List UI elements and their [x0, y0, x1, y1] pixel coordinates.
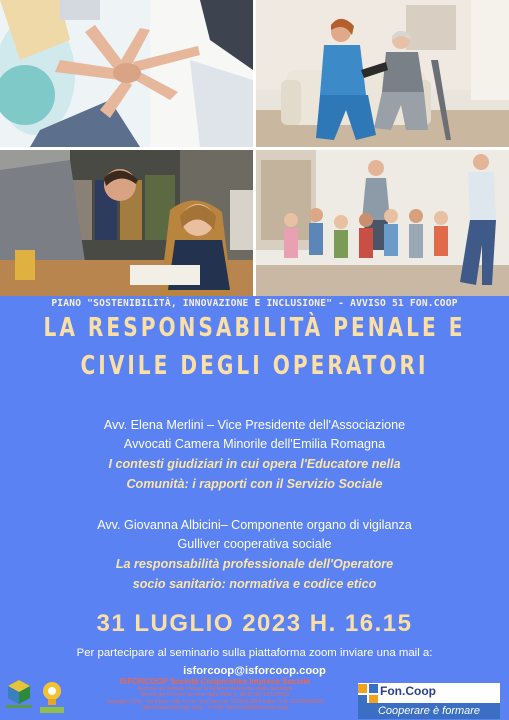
teacher-student-photo	[0, 150, 253, 296]
event-date: 31 LUGLIO 2023 H. 16.15	[96, 610, 413, 637]
speaker2-line2: Gulliver cooperativa sociale	[177, 537, 332, 551]
event-title-line2: CIVILE DEGLI OPERATORI	[80, 351, 429, 381]
footer	[0, 676, 509, 720]
foncoop-logo	[358, 683, 500, 719]
org-name: ISFORCOOP Società Cooperativa Impresa Sociale	[119, 677, 311, 686]
program-heading: PIANO "SOSTENIBILITÀ, INNOVAZIONE E INCLUSIONE" - AVVISO 51 FON.COOP	[51, 298, 458, 309]
foncoop-tagline: Cooperare è formare	[358, 703, 500, 719]
contact-email[interactable]: isforcoop@isforcoop.coop	[183, 665, 326, 677]
info-panel	[0, 296, 509, 720]
speaker2-line1: Avv. Giovanna Albicini– Componente organo di vigilanza	[97, 518, 412, 532]
nurse-elderly-photo	[256, 0, 509, 147]
photo-collage	[0, 0, 509, 296]
cooperative-logo-icon	[4, 678, 34, 708]
invite-text: Per partecipare al seminario sulla piattaforma zoom inviare una mail a:	[76, 647, 433, 659]
speaker1-topic-line1: I contesti giudiziari in cui opera l'Educatore nella	[108, 457, 401, 471]
event-title-line1: LA RESPONSABILITÀ PENALE E	[43, 313, 466, 343]
lightbulb-logo-icon	[38, 680, 66, 714]
foncoop-name: Fon.Coop	[380, 684, 436, 698]
org-services: Servizi per il lavoro ai sensi della DGR n. 48/15 del 11/12/2012	[140, 692, 290, 699]
speaker2-topic-line1: La responsabilità professionale dell'Operatore	[115, 557, 394, 571]
speaker1-line2: Avvocati Camera Minorile dell'Emilia Romagna	[123, 437, 386, 451]
org-accreditation: Agenzia accreditata presso la Regione Autonoma della Sardegna	[137, 686, 293, 692]
org-web[interactable]: http://www.isforcoop.coop - e-mail: isforcoop@isforcoop.coop	[141, 704, 289, 711]
children-classroom-photo	[256, 150, 509, 296]
foncoop-badge-icon	[358, 684, 378, 704]
hands-together-photo	[0, 0, 253, 147]
speaker2-topic-line2: socio sanitario: normativa e codice etico	[132, 577, 377, 591]
org-address: Selargius (CA) - via Efisio Lobi, 6 Loc. Su Planu tel. 070541169 Partita I.V.A. 01376410920	[106, 698, 324, 705]
organization-info	[80, 677, 350, 711]
speaker1-topic-line2: Comunità: i rapporti con il Servizio Sociale	[126, 477, 383, 491]
speaker1-line1: Avv. Elena Merlini – Vice Presidente dell'Associazione	[103, 418, 406, 432]
